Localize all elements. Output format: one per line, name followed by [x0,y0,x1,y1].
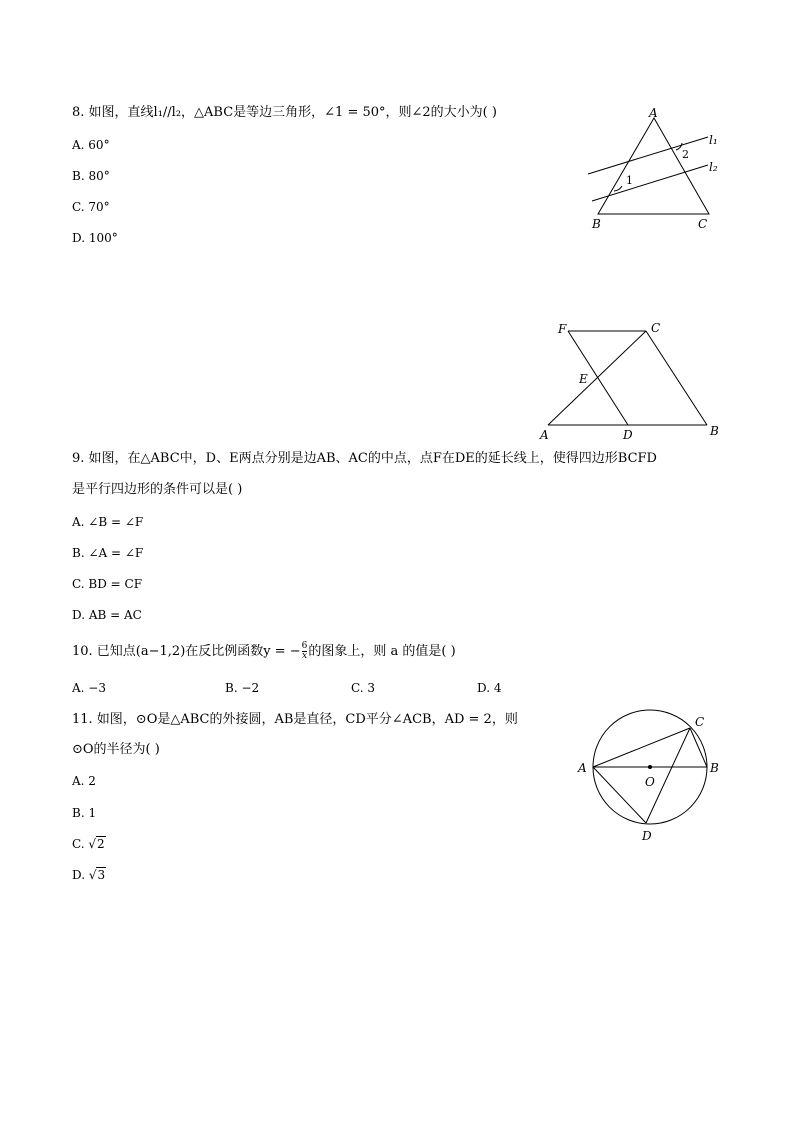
label-l2: l₂ [709,160,718,174]
label-b: B [710,761,719,775]
q8-option-b[interactable]: B. 80° [72,169,110,183]
label-c: C [695,715,705,729]
segment-fd [568,331,628,425]
q9-stem-line1: 9. 如图，在△ABC中，D、E两点分别是边AB、AC的中点，点F在DE的延长线上，使得四边形BCFD [72,451,657,466]
q10-stem [72,642,456,661]
q11-option-d-prefix: D. [72,868,89,882]
q9-stem-line2: 是平行四边形的条件可以是( ) [72,482,243,497]
label-a: A [649,106,658,120]
sqrt-icon: √3 [88,868,106,882]
q9-option-a[interactable]: A. ∠B = ∠F [72,515,144,529]
label-a: A [578,761,587,775]
q10-fraction [302,642,308,661]
q8-option-d[interactable]: D. 100° [72,231,118,245]
q11-option-c-prefix: C. [72,837,89,851]
q8-figure-triangle [580,104,720,234]
label-d: D [623,428,633,442]
label-angle-2: 2 [682,148,689,161]
label-angle-1: 1 [626,174,633,187]
chord-ac [593,728,690,767]
q11-option-b[interactable]: B. 1 [72,806,97,820]
q11-option-d[interactable] [72,867,106,883]
q10-stem-post: 的图象上，则 a 的值是( ) [308,644,456,659]
q11-stem-line1: 11. 如图，⊙O是△ABC的外接圆，AB是直径，CD平分∠ACB，AD = 2，则 [72,712,518,727]
q10-option-a[interactable]: A. −3 [72,681,106,695]
q11-option-d-radicand: 3 [97,868,106,882]
segment-ac [548,331,646,425]
q9-option-c[interactable]: C. BD = CF [72,577,143,591]
segment-cb [646,331,707,425]
q11-option-c[interactable] [72,836,106,852]
q10-option-d[interactable]: D. 4 [477,681,502,695]
q8-option-c[interactable]: C. 70° [72,200,110,214]
q10-frac-num: 6 [301,641,308,651]
label-l1: l₁ [709,133,718,147]
label-d: D [642,829,652,843]
q9-option-b[interactable]: B. ∠A = ∠F [72,546,144,560]
line-l2 [592,165,708,201]
label-b: B [710,424,719,438]
q11-stem-line2: ⊙O的半径为( ) [72,742,160,757]
label-c: C [651,321,661,335]
chord-cb [690,728,707,767]
q8-stem: 8. 如图，直线l₁//l₂，△ABC是等边三角形，∠1 = 50°，则∠2的大小为( ) [72,105,497,120]
q8-option-a[interactable]: A. 60° [72,138,110,152]
q11-option-a[interactable]: A. 2 [72,774,96,788]
line-l1 [588,137,708,174]
q11-figure-circle [570,706,730,846]
label-o: O [645,775,655,789]
label-c: C [698,217,708,231]
q10-option-b[interactable]: B. −2 [225,681,260,695]
label-f: F [558,322,567,336]
center-point [648,765,652,769]
q9-figure-parallelogram [535,318,725,443]
label-a: A [540,428,549,442]
q10-option-c[interactable]: C. 3 [351,681,376,695]
label-e: E [579,372,588,386]
label-b: B [592,217,601,231]
q11-option-c-radicand: 2 [97,837,105,851]
q10-stem-pre: 10. 已知点(a−1,2)在反比例函数y = − [72,644,301,659]
angle-1-arc [614,186,622,191]
sqrt-icon: √2 [88,837,105,851]
q10-frac-den: x [302,651,308,661]
q9-option-d[interactable]: D. AB = AC [72,608,142,622]
